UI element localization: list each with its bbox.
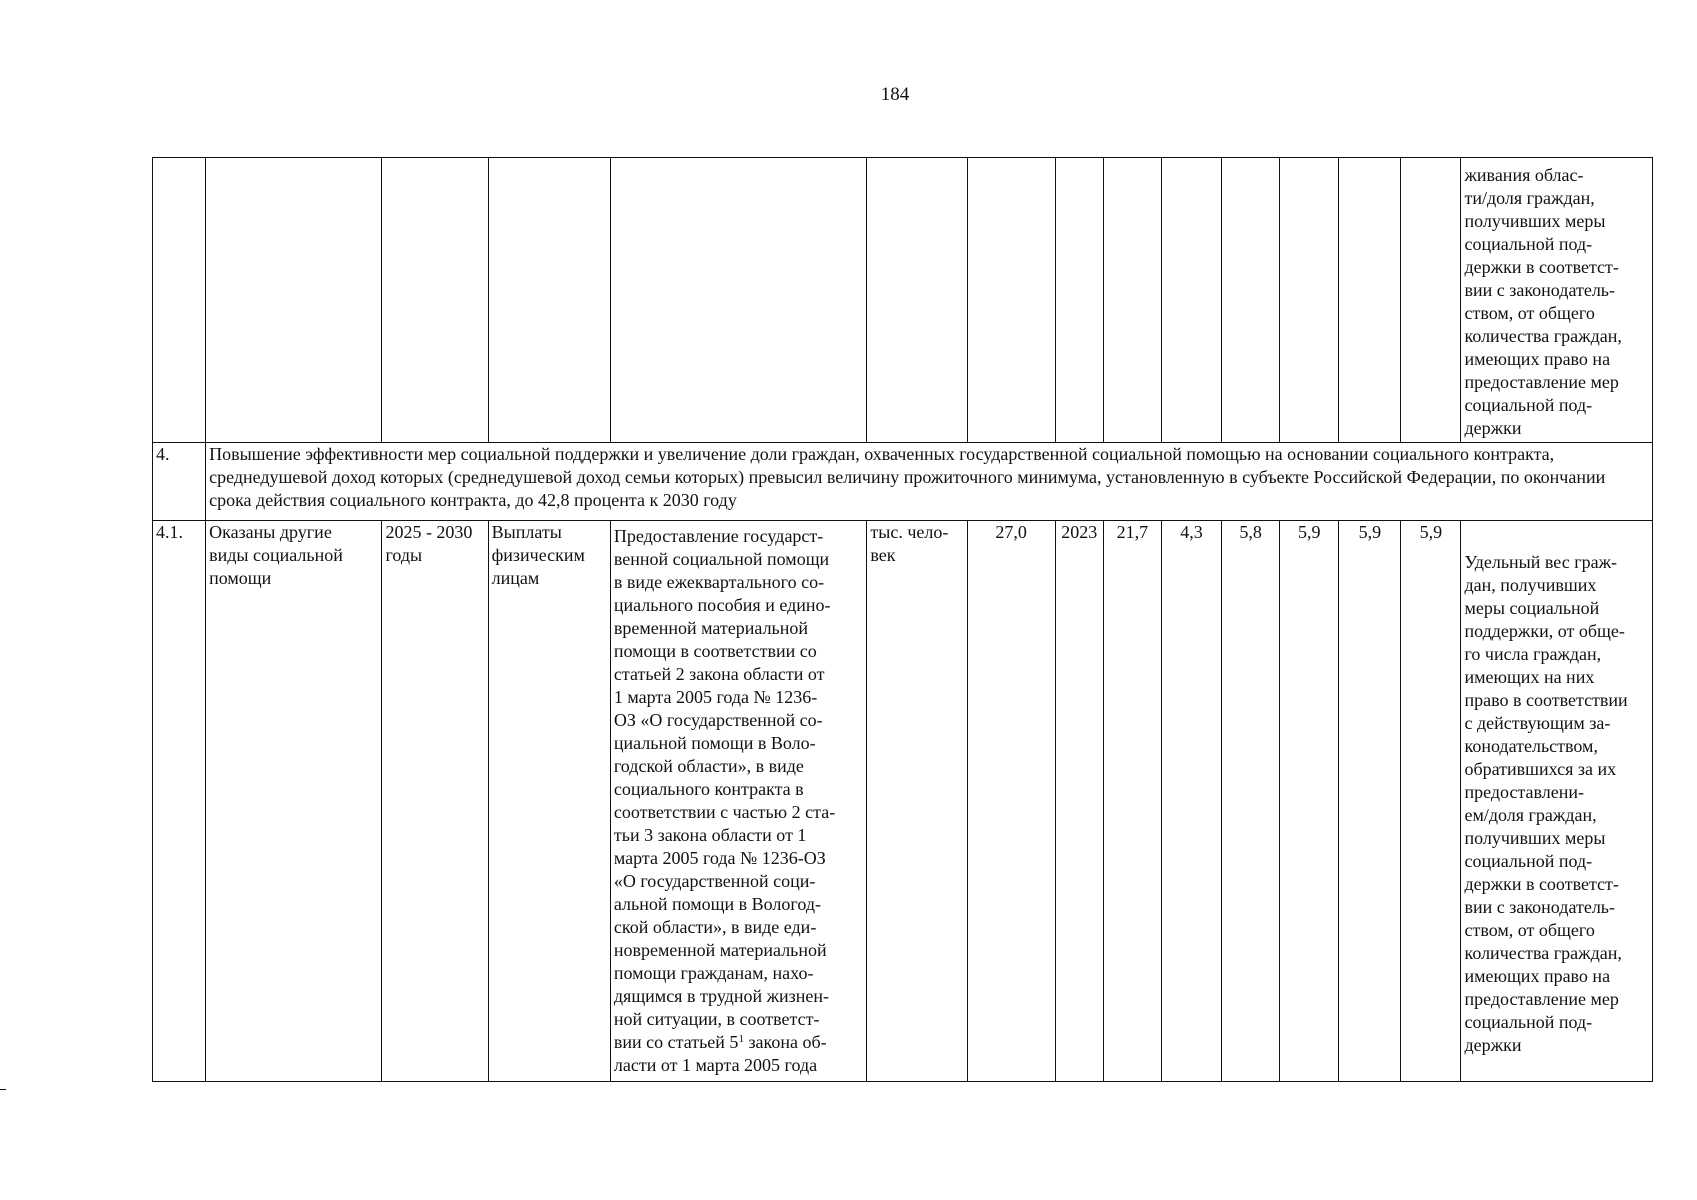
characteristic-text-end: закона об- ласти от 1 марта 2005 года	[613, 1032, 827, 1075]
cell-empty	[206, 158, 382, 443]
result-type: Выплаты физическим лицам	[488, 521, 610, 1082]
continuation-row	[153, 158, 1653, 443]
result-period: 2025 - 2030 годы	[382, 521, 488, 1082]
result-number: 4.1.	[153, 521, 206, 1082]
cell-empty	[610, 158, 867, 443]
cell-empty	[382, 158, 488, 443]
goal-text: Повышение эффективности мер социальной поддержки и увеличение доли граждан, охваченных государственной социальной помощью на основании социального контракта, среднедушевой доход которых (среднедушевой доход семьи которых) превысил величину прожиточного минимума, установленную в субъекте Российской Федерации, по окончании срока действия социального контракта, до 42,8 процента к 2030 году	[206, 443, 1653, 521]
cell-empty	[867, 158, 967, 443]
cell-empty	[1161, 158, 1221, 443]
value-year-5: 5,9	[1339, 521, 1401, 1082]
cell-empty	[488, 158, 610, 443]
result-unit: тыс. чело- век	[867, 521, 967, 1082]
value-year-2: 4,3	[1161, 521, 1221, 1082]
goal-row	[153, 443, 1653, 521]
cell-empty	[153, 158, 206, 443]
base-year: 2023	[1055, 521, 1103, 1082]
cell-empty	[1339, 158, 1401, 443]
base-value: 27,0	[967, 521, 1055, 1082]
value-year-3: 5,8	[1222, 521, 1280, 1082]
characteristic-superscript: 1	[738, 1033, 744, 1045]
value-year-4: 5,9	[1280, 521, 1339, 1082]
cell-empty	[967, 158, 1055, 443]
cell-empty	[1055, 158, 1103, 443]
value-year-1: 21,7	[1103, 521, 1161, 1082]
cell-empty	[1280, 158, 1339, 443]
page-number: 184	[880, 84, 910, 105]
indicator-continuation: живания облас- ти/доля граждан, получивших меры социальной под- держки в соответст- вии с законодатель- ством, от общего количества граждан, имеющих право на предоставление мер социальной под- держки	[1461, 158, 1653, 443]
cell-empty	[1103, 158, 1161, 443]
goal-number: 4.	[153, 443, 206, 521]
cell-empty	[1401, 158, 1461, 443]
program-table	[152, 157, 1653, 1082]
result-indicator: Удельный вес граж- дан, получивших меры социальной поддержки, от обще- го числа граждан, имеющих на них право в соответствии с действующим за- конодательством, обратившихся за их предоставлени- ем/доля граждан, получивших меры социальной под- держки в соответст- вии с законодатель- ством, от общего количества граждан, имеющих право на предоставление мер социальной под- держки	[1461, 521, 1653, 1082]
result-row	[153, 521, 1653, 1082]
result-name: Оказаны другие виды социальной помощи	[206, 521, 382, 1082]
edge-mark	[0, 1089, 6, 1090]
value-year-6: 5,9	[1401, 521, 1461, 1082]
characteristic-text: Предоставление государст- венной социальной помощи в виде ежеквартального со- циального пособия и едино- временной материальной помощи в соответствии со статьей 2 закона области от 1 марта 2005 года № 1236- ОЗ «О государственной со- циальной помощи в Воло- годской области», в виде социального контракта в соответствии с частью 2 ста- тьи 3 закона области от 1 марта 2005 года № 1236-ОЗ «О государственной соци- альной помощи в Вологод- ской области», в виде еди- новременной материальной помощи гражданам, нахо- дящимся в трудной жизнен- ной ситуации, в соответст- вии со статьей 5	[613, 526, 836, 1052]
cell-empty	[1222, 158, 1280, 443]
result-characteristic	[610, 521, 867, 1082]
